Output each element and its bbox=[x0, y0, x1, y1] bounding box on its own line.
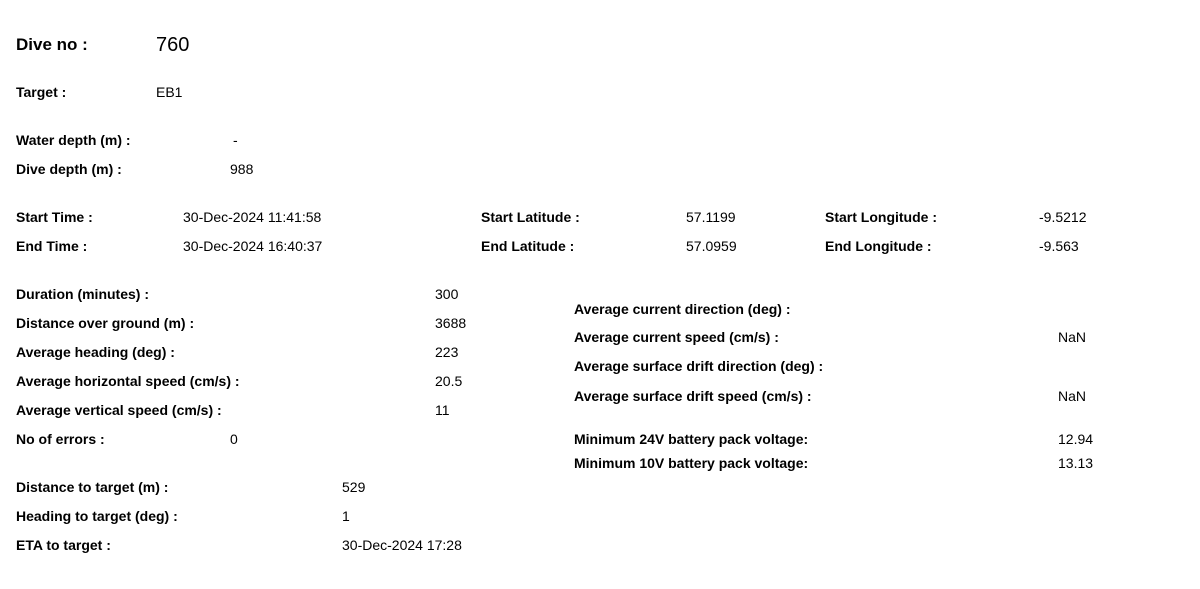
avg-current-speed-value: NaN bbox=[1058, 329, 1087, 345]
start-time-value: 30-Dec-2024 11:41:58 bbox=[183, 209, 322, 225]
distance-over-ground-value: 3688 bbox=[435, 315, 467, 331]
distance-to-target-label: Distance to target (m) : bbox=[16, 479, 169, 495]
eta-to-target-label: ETA to target : bbox=[16, 537, 111, 553]
start-longitude-value: -9.5212 bbox=[1039, 209, 1087, 225]
dive-depth-value: 988 bbox=[230, 161, 254, 177]
avg-horizontal-speed-label: Average horizontal speed (cm/s) : bbox=[16, 373, 240, 389]
end-longitude-label: End Longitude : bbox=[825, 238, 932, 254]
distance-over-ground-label: Distance over ground (m) : bbox=[16, 315, 195, 331]
duration-value: 300 bbox=[435, 286, 459, 302]
errors-label: No of errors : bbox=[16, 431, 105, 447]
start-latitude-label: Start Latitude : bbox=[481, 209, 580, 225]
start-latitude-value: 57.1199 bbox=[686, 209, 736, 225]
duration-label: Duration (minutes) : bbox=[16, 286, 149, 302]
target-label: Target : bbox=[16, 84, 67, 100]
avg-heading-value: 223 bbox=[435, 344, 459, 360]
end-latitude-value: 57.0959 bbox=[686, 238, 737, 254]
avg-surface-drift-speed-label: Average surface drift speed (cm/s) : bbox=[574, 388, 812, 404]
avg-vertical-speed-label: Average vertical speed (cm/s) : bbox=[16, 402, 222, 418]
min-10v-battery-value: 13.13 bbox=[1058, 455, 1094, 471]
dive-no-label: Dive no : bbox=[16, 35, 88, 54]
avg-current-speed-label: Average current speed (cm/s) : bbox=[574, 329, 779, 345]
avg-horizontal-speed-value: 20.5 bbox=[435, 373, 463, 389]
avg-surface-drift-speed-value: NaN bbox=[1058, 388, 1087, 404]
avg-surface-drift-direction-label: Average surface drift direction (deg) : bbox=[574, 358, 824, 374]
avg-vertical-speed-value: 11 bbox=[435, 402, 450, 418]
avg-current-direction-label: Average current direction (deg) : bbox=[574, 301, 791, 317]
start-longitude-label: Start Longitude : bbox=[825, 209, 937, 225]
heading-to-target-label: Heading to target (deg) : bbox=[16, 508, 178, 524]
min-24v-battery-label: Minimum 24V battery pack voltage: bbox=[574, 431, 809, 447]
dive-no-value: 760 bbox=[156, 34, 190, 56]
end-latitude-label: End Latitude : bbox=[481, 238, 575, 254]
min-10v-battery-label: Minimum 10V battery pack voltage: bbox=[574, 455, 809, 471]
min-24v-battery-value: 12.94 bbox=[1058, 431, 1094, 447]
target-value: EB1 bbox=[156, 84, 183, 100]
dive-depth-label: Dive depth (m) : bbox=[16, 161, 122, 177]
eta-to-target-value: 30-Dec-2024 17:28 bbox=[342, 537, 462, 553]
water-depth-label: Water depth (m) : bbox=[16, 132, 131, 148]
heading-to-target-value: 1 bbox=[342, 508, 350, 524]
end-longitude-value: -9.563 bbox=[1039, 238, 1079, 254]
avg-heading-label: Average heading (deg) : bbox=[16, 344, 175, 360]
distance-to-target-value: 529 bbox=[342, 479, 366, 495]
errors-value: 0 bbox=[230, 431, 238, 447]
water-depth-value: - bbox=[233, 132, 238, 148]
end-time-label: End Time : bbox=[16, 238, 88, 254]
end-time-value: 30-Dec-2024 16:40:37 bbox=[183, 238, 323, 254]
start-time-label: Start Time : bbox=[16, 209, 93, 225]
